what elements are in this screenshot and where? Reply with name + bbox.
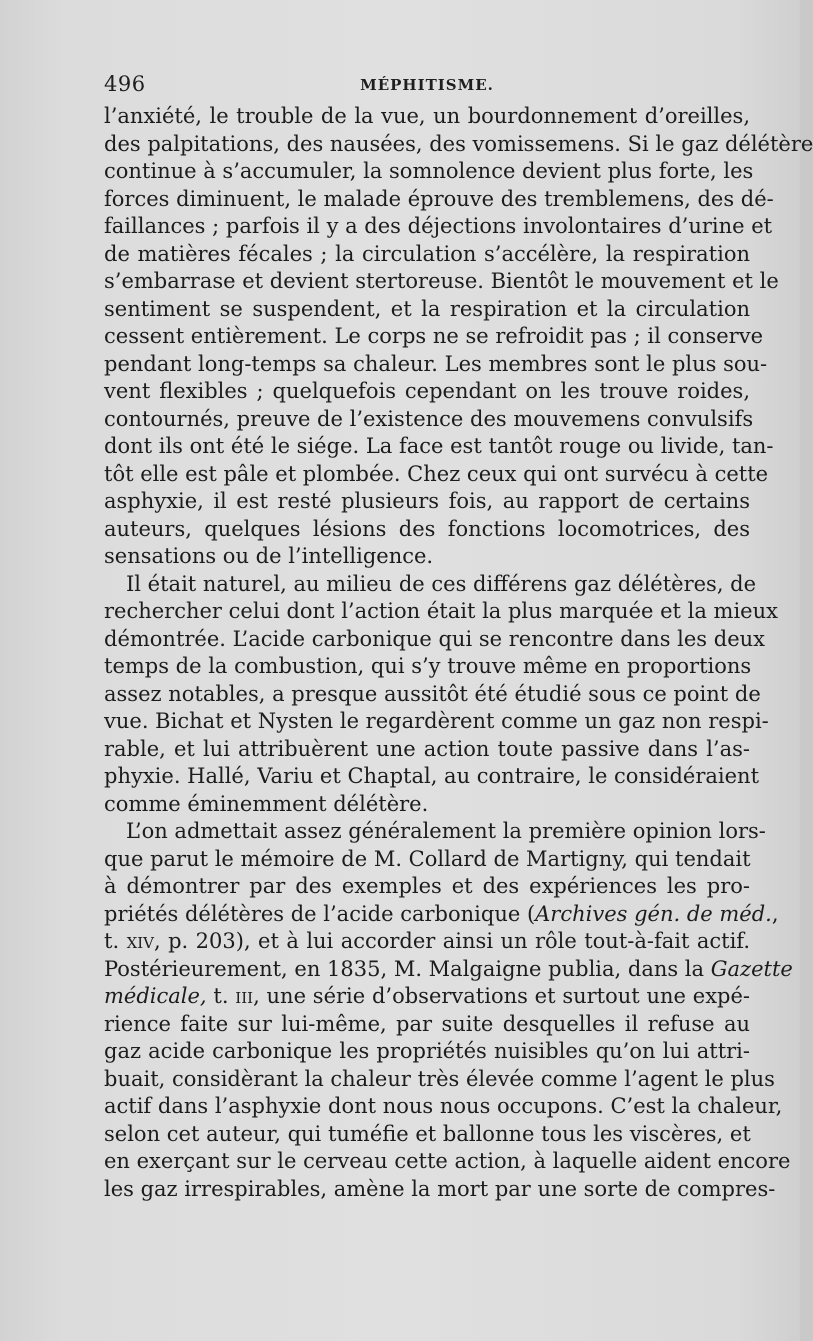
text-line: [104, 323, 764, 351]
line-text: sentiment se suspendent, et la respiration et la circulation: [104, 296, 750, 321]
page-number: 496: [104, 72, 146, 96]
line-text: dont ils ont été le siége. La face est tantôt rouge ou livide, tan-: [104, 434, 774, 458]
text-line: [104, 1011, 750, 1039]
text-line: [104, 736, 750, 764]
line-text: continue à s’accumuler, la somnolence devient plus forte, les: [104, 159, 754, 183]
line-text: cessent entièrement. Le corps ne se refroidit pas ; il conserve: [104, 324, 764, 348]
text-line: [104, 241, 750, 269]
text-line: [104, 873, 750, 901]
text-line: [104, 213, 773, 241]
text-line: [104, 1038, 750, 1066]
line-text: des palpitations, des nausées, des vomissemens. Si le gaz délétère: [104, 131, 813, 156]
line-text: t.: [206, 984, 236, 1008]
line-text: phyxie. Hallé, Variu et Chaptal, au contraire, le considéraient: [104, 764, 760, 788]
small-caps-text: xiv: [126, 929, 154, 953]
line-text: démontrée. L’acide carbonique qui se rencontre dans les deux: [104, 626, 765, 651]
text-line: [104, 103, 750, 131]
line-text: actif dans l’asphyxie dont nous nous occupons. C’est la chaleur,: [104, 1094, 783, 1118]
line-text: l’anxiété, le trouble de la vue, un bourdonnement d’oreilles,: [104, 104, 750, 128]
line-text: L’on admettait assez généralement la première opinion lors-: [126, 819, 766, 843]
text-line: [104, 1121, 750, 1149]
text-line: [104, 351, 768, 379]
text-line: [104, 1066, 775, 1094]
line-text: vue. Bichat et Nysten le regardèrent comme un gaz non respi-: [104, 709, 769, 733]
text-line: [104, 186, 774, 214]
text-line: [104, 296, 750, 324]
text-line: [104, 928, 750, 956]
line-text: en exerçant sur le cerveau cette action, à laquelle aident encore: [104, 1149, 791, 1173]
text-line: [104, 653, 750, 681]
text-line: [104, 983, 750, 1011]
text-line: [104, 818, 766, 846]
text-line: [104, 708, 769, 736]
line-text: gaz acide carbonique les propriétés nuisibles qu’on lui attri-: [104, 1039, 750, 1063]
line-text: buait, considèrant la chaleur très élevée comme l’agent le plus: [104, 1066, 775, 1091]
line-text: , p. 203), et à lui accorder ainsi un rôle tout-à-fait actif.: [154, 929, 750, 953]
line-text: pendant long-temps sa chaleur. Les membres sont le plus sou-: [104, 351, 768, 376]
italic-text: Archives gén. de méd.: [535, 901, 772, 926]
line-text: rience faite sur lui-même, par suite desquelles il refuse au: [104, 1011, 750, 1036]
line-text: que parut le mémoire de M. Collard de Martigny, qui tendait: [104, 846, 751, 871]
text-line: [104, 378, 750, 406]
line-text: asphyxie, il est resté plusieurs fois, au rapport de certains: [104, 489, 750, 513]
text-line: [104, 433, 774, 461]
line-text: faillances ; parfois il y a des déjections involontaires d’urine et: [104, 214, 773, 238]
text-line: [104, 488, 750, 516]
text-line: [104, 516, 750, 544]
line-text: , une série d’observations et surtout une expé-: [253, 984, 750, 1008]
text-line: [104, 543, 750, 571]
text-line: [104, 406, 754, 434]
text-line: [104, 598, 778, 626]
text-line: [104, 626, 765, 654]
text-line: [104, 956, 793, 984]
text-line: [104, 461, 769, 489]
text-line: [104, 1148, 791, 1176]
line-text: Il était naturel, au milieu de ces différens gaz délétères, de: [126, 571, 757, 596]
line-text: rechercher celui dont l’action était la plus marquée et la mieux: [104, 599, 778, 623]
line-text: comme éminemment délétère.: [104, 791, 429, 816]
text-line: [104, 571, 757, 599]
line-text: sensations ou de l’intelligence.: [104, 544, 434, 568]
text-line: [104, 846, 750, 874]
line-text: t.: [104, 929, 127, 953]
line-text: selon cet auteur, qui tuméfie et ballonne tous les viscères, et: [104, 1121, 751, 1146]
line-text: priétés délétères de l’acide carbonique (: [104, 901, 536, 926]
line-text: contournés, preuve de l’existence des mouvemens convulsifs: [104, 406, 754, 431]
text-line: [104, 1176, 776, 1204]
text-line: [104, 791, 750, 819]
line-text: assez notables, a presque aussitôt été étudié sous ce point de: [104, 681, 761, 706]
line-text: à démontrer par des exemples et des expériences les pro-: [104, 874, 750, 898]
line-text: vent flexibles ; quelquefois cependant on les trouve roides,: [104, 379, 750, 403]
line-text: de matières fécales ; la circulation s’accélère, la respiration: [104, 241, 750, 266]
line-text: les gaz irrespirables, amène la mort par une sorte de compres-: [104, 1176, 776, 1201]
line-text: Postérieurement, en 1835, M. Malgaigne publia, dans la: [104, 956, 711, 981]
body-text: [104, 103, 813, 1203]
text-line: [104, 763, 760, 791]
line-text: s’embarrase et devient stertoreuse. Bientôt le mouvement et le: [104, 269, 779, 293]
text-line: [104, 131, 813, 159]
line-text: temps de la combustion, qui s’y trouve même en proportions: [104, 654, 752, 678]
line-text: rable, et lui attribuèrent une action toute passive dans l’as-: [104, 736, 750, 761]
running-head: MÉPHITISME.: [360, 76, 494, 94]
text-line: [104, 268, 779, 296]
line-text: tôt elle est pâle et plombée. Chez ceux qui ont survécu à cette: [104, 461, 769, 486]
page-header: [104, 72, 750, 102]
small-caps-text: iii: [235, 984, 254, 1008]
text-line: [104, 901, 779, 929]
italic-text: Gazette: [710, 956, 793, 981]
line-text: forces diminuent, le malade éprouve des tremblemens, des dé-: [104, 186, 774, 211]
italic-text: médicale,: [104, 984, 207, 1008]
line-text: auteurs, quelques lésions des fonctions locomotrices, des: [104, 516, 750, 541]
text-line: [104, 1093, 783, 1121]
text-line: [104, 158, 754, 186]
text-line: [104, 681, 761, 709]
line-text: ,: [771, 901, 779, 926]
